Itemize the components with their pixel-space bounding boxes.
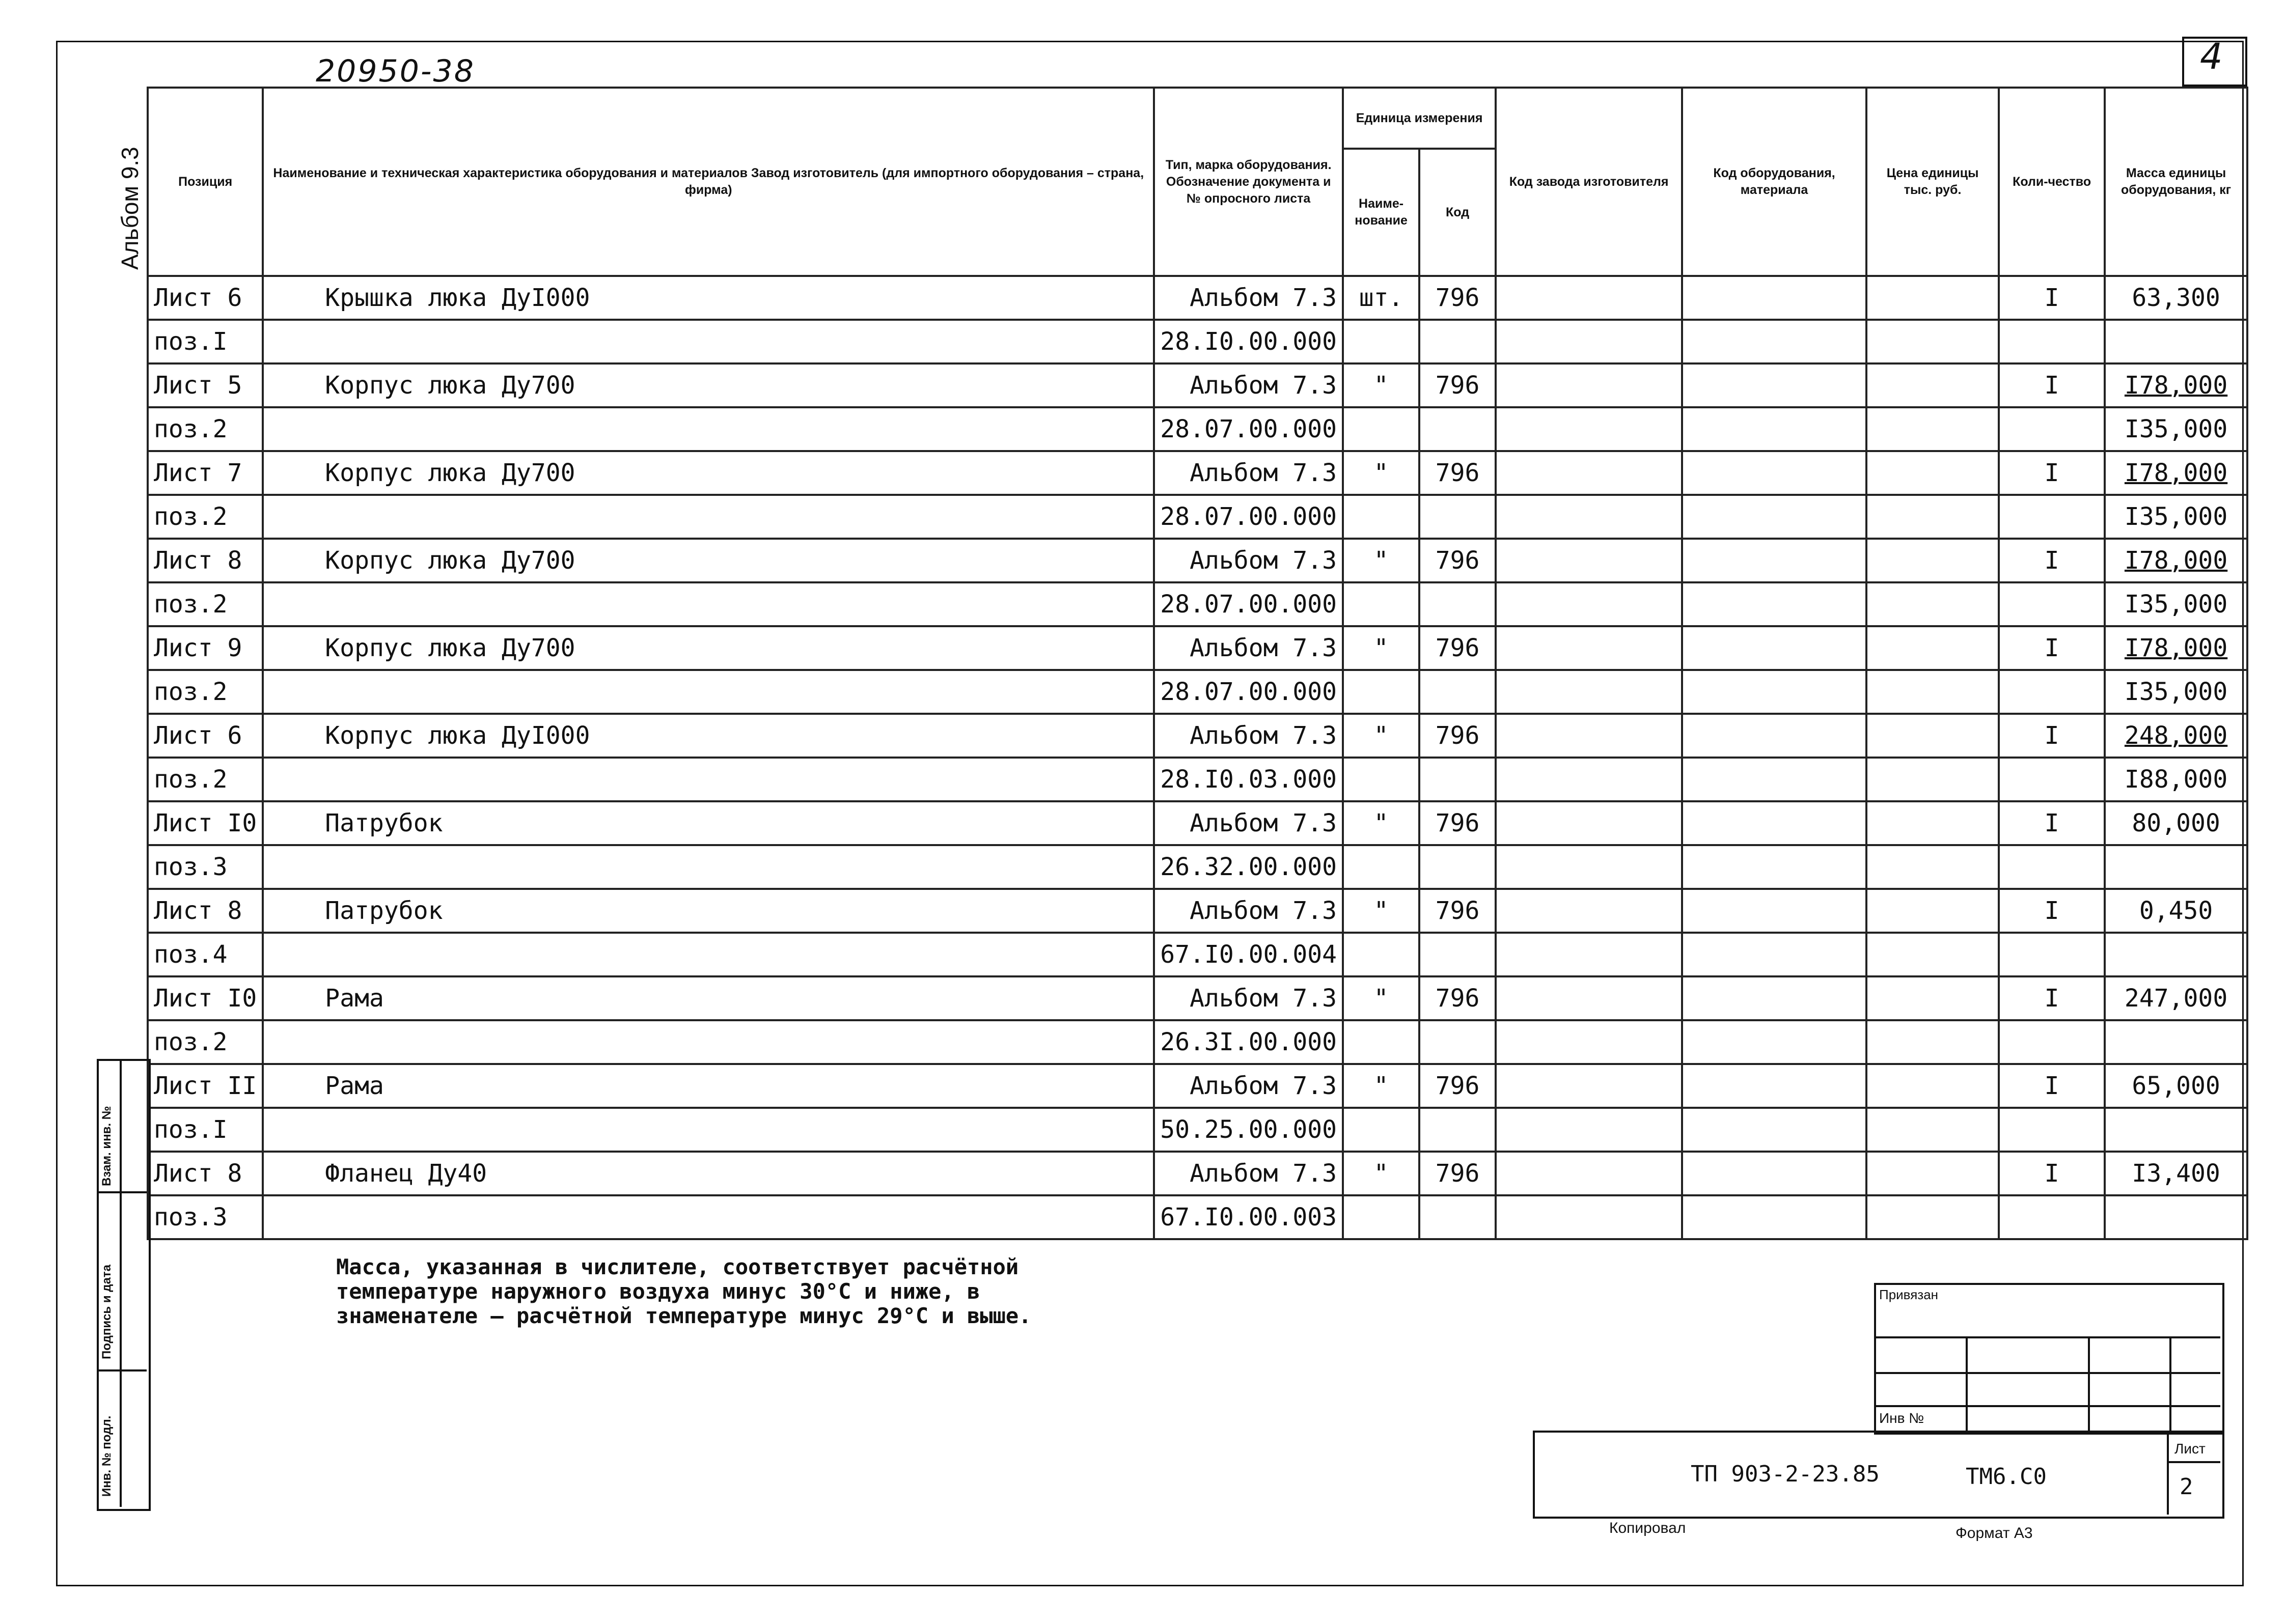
price-cell	[1866, 1195, 1999, 1239]
code-cell: 796	[1419, 539, 1496, 582]
applied-label: Привязан	[1879, 1287, 1939, 1302]
equipment-code-cell	[1682, 1152, 1866, 1195]
type-cell: Альбом 7.3	[1154, 976, 1343, 1020]
header-quantity: Коли-чество	[1999, 88, 2105, 276]
factory-code-cell	[1496, 758, 1682, 801]
name-cell-empty	[263, 1195, 1154, 1239]
drawing-number: 20950-38	[316, 53, 475, 89]
sheet-cell: Лист 7	[148, 451, 263, 495]
position-cell: поз.2	[148, 670, 263, 714]
quantity-cell-empty	[1999, 407, 2105, 451]
price-cell	[1866, 845, 1999, 889]
unit-cell-empty	[1343, 1108, 1419, 1152]
sheet-cell: Лист 6	[148, 714, 263, 758]
position-cell: поз.3	[148, 845, 263, 889]
price-cell	[1866, 801, 1999, 845]
equipment-code-cell	[1682, 1195, 1866, 1239]
header-unit-name: Наиме-нование	[1343, 149, 1419, 276]
type-cell: Альбом 7.3	[1154, 276, 1343, 320]
sheet-cell: Лист 8	[148, 539, 263, 582]
title-designation: ТП 903-2-23.85	[1691, 1461, 1880, 1487]
side-stamp-line-2	[97, 1369, 147, 1371]
sheet-cell: Лист 5	[148, 363, 263, 407]
type-cell: Альбом 7.3	[1154, 626, 1343, 670]
item-subrow	[148, 320, 2247, 363]
price-cell	[1866, 933, 1999, 976]
unit-cell-empty	[1343, 582, 1419, 626]
album-label: Альбом 9.3	[117, 147, 143, 270]
equipment-code-cell	[1682, 714, 1866, 758]
note-line-3: знаменателе – расчётной температуре минус 29°С и выше.	[336, 1303, 1032, 1328]
item-row	[148, 976, 2247, 1020]
unit-cell: "	[1343, 451, 1419, 495]
mass-denominator-cell	[2105, 845, 2247, 889]
sheet-cell: Лист 9	[148, 626, 263, 670]
code-cell: 796	[1419, 276, 1496, 320]
factory-code-cell	[1496, 363, 1682, 407]
doc-cell: 28.07.00.000	[1154, 495, 1343, 539]
price-cell	[1866, 758, 1999, 801]
quantity-cell: I	[1999, 889, 2105, 933]
factory-code-cell	[1496, 276, 1682, 320]
note-line-1: Масса, указанная в числителе, соответствует расчётной	[336, 1254, 1019, 1279]
code-cell-empty	[1419, 582, 1496, 626]
unit-cell-empty	[1343, 320, 1419, 363]
mass-denominator-cell	[2105, 1195, 2247, 1239]
quantity-cell: I	[1999, 976, 2105, 1020]
position-cell: поз.2	[148, 582, 263, 626]
code-cell: 796	[1419, 1152, 1496, 1195]
unit-cell-empty	[1343, 670, 1419, 714]
name-cell: Корпус люка Ду700	[263, 626, 1154, 670]
sheet-cell: Лист 6	[148, 276, 263, 320]
item-row	[148, 276, 2247, 320]
position-cell: поз.2	[148, 758, 263, 801]
equipment-code-cell	[1682, 670, 1866, 714]
unit-cell: "	[1343, 714, 1419, 758]
unit-cell: "	[1343, 889, 1419, 933]
name-cell-empty	[263, 320, 1154, 363]
item-subrow	[148, 845, 2247, 889]
header-row	[148, 88, 2247, 149]
doc-cell: 67.I0.00.004	[1154, 933, 1343, 976]
price-cell	[1866, 626, 1999, 670]
item-row	[148, 626, 2247, 670]
name-cell: Фланец Ду40	[263, 1152, 1154, 1195]
equipment-code-cell	[1682, 582, 1866, 626]
name-cell: Корпус люка Ду700	[263, 451, 1154, 495]
applied-row-line-1	[1874, 1336, 2220, 1338]
price-cell	[1866, 363, 1999, 407]
factory-code-cell	[1496, 1152, 1682, 1195]
title-sheet-divider	[2167, 1461, 2220, 1463]
code-cell-empty	[1419, 933, 1496, 976]
mass-cell: I78,000	[2105, 451, 2247, 495]
price-cell	[1866, 320, 1999, 363]
item-row	[148, 451, 2247, 495]
page-number: 4	[2200, 36, 2224, 77]
name-cell-empty	[263, 845, 1154, 889]
mass-cell: I78,000	[2105, 363, 2247, 407]
factory-code-cell	[1496, 976, 1682, 1020]
name-cell: Патрубок	[263, 889, 1154, 933]
header-name: Наименование и техническая характеристика оборудования и материалов Завод изготовитель (для импортного оборудования – страна, фирма)	[263, 88, 1154, 276]
factory-code-cell	[1496, 889, 1682, 933]
item-subrow	[148, 582, 2247, 626]
item-row	[148, 539, 2247, 582]
applied-col-line-3	[2169, 1336, 2171, 1431]
applied-col-line-2	[2088, 1336, 2090, 1431]
code-cell: 796	[1419, 801, 1496, 845]
factory-code-cell	[1496, 1108, 1682, 1152]
name-cell: Рама	[263, 976, 1154, 1020]
quantity-cell-empty	[1999, 845, 2105, 889]
equipment-code-cell	[1682, 539, 1866, 582]
quantity-cell-empty	[1999, 758, 2105, 801]
item-row	[148, 1152, 2247, 1195]
code-cell-empty	[1419, 1108, 1496, 1152]
equipment-code-cell	[1682, 758, 1866, 801]
code-cell: 796	[1419, 976, 1496, 1020]
equipment-code-cell	[1682, 363, 1866, 407]
price-cell	[1866, 451, 1999, 495]
code-cell-empty	[1419, 845, 1496, 889]
position-cell: поз.I	[148, 320, 263, 363]
factory-code-cell	[1496, 933, 1682, 976]
price-cell	[1866, 670, 1999, 714]
type-cell: Альбом 7.3	[1154, 1152, 1343, 1195]
quantity-cell-empty	[1999, 1020, 2105, 1064]
quantity-cell-empty	[1999, 1195, 2105, 1239]
mass-denominator-cell	[2105, 1108, 2247, 1152]
item-row	[148, 1064, 2247, 1108]
price-cell	[1866, 714, 1999, 758]
quantity-cell: I	[1999, 1064, 2105, 1108]
price-cell	[1866, 976, 1999, 1020]
unit-cell: "	[1343, 626, 1419, 670]
doc-cell: 28.07.00.000	[1154, 582, 1343, 626]
item-subrow	[148, 495, 2247, 539]
header-type: Тип, марка оборудования. Обозначение документа и № опросного листа	[1154, 88, 1343, 276]
factory-code-cell	[1496, 1020, 1682, 1064]
factory-code-cell	[1496, 1064, 1682, 1108]
code-cell-empty	[1419, 670, 1496, 714]
factory-code-cell	[1496, 670, 1682, 714]
position-cell: поз.2	[148, 407, 263, 451]
unit-cell-empty	[1343, 407, 1419, 451]
type-cell: Альбом 7.3	[1154, 363, 1343, 407]
equipment-code-cell	[1682, 976, 1866, 1020]
mass-denominator-cell: I35,000	[2105, 582, 2247, 626]
item-row	[148, 801, 2247, 845]
quantity-cell: I	[1999, 451, 2105, 495]
quantity-cell-empty	[1999, 933, 2105, 976]
side-stamp-line-1	[97, 1191, 147, 1193]
equipment-code-cell	[1682, 626, 1866, 670]
equipment-code-cell	[1682, 1108, 1866, 1152]
side-signature: Подпись и дата	[100, 1265, 114, 1359]
quantity-cell-empty	[1999, 320, 2105, 363]
factory-code-cell	[1496, 582, 1682, 626]
quantity-cell: I	[1999, 626, 2105, 670]
price-cell	[1866, 407, 1999, 451]
quantity-cell: I	[1999, 276, 2105, 320]
mass-cell: 65,000	[2105, 1064, 2247, 1108]
header-position: Позиция	[148, 88, 263, 276]
quantity-cell-empty	[1999, 670, 2105, 714]
equipment-code-cell	[1682, 889, 1866, 933]
item-subrow	[148, 933, 2247, 976]
mass-denominator-cell: I35,000	[2105, 495, 2247, 539]
mass-cell: 0,450	[2105, 889, 2247, 933]
equipment-code-cell	[1682, 845, 1866, 889]
side-stamp-divider	[120, 1059, 122, 1507]
position-cell: поз.2	[148, 495, 263, 539]
item-subrow	[148, 1020, 2247, 1064]
type-cell: Альбом 7.3	[1154, 1064, 1343, 1108]
name-cell: Крышка люка ДуI000	[263, 276, 1154, 320]
price-cell	[1866, 1064, 1999, 1108]
doc-cell: 28.07.00.000	[1154, 670, 1343, 714]
sheet-cell: Лист I0	[148, 976, 263, 1020]
type-cell: Альбом 7.3	[1154, 539, 1343, 582]
unit-cell: "	[1343, 801, 1419, 845]
mass-cell: 63,300	[2105, 276, 2247, 320]
equipment-code-cell	[1682, 451, 1866, 495]
doc-cell: 26.32.00.000	[1154, 845, 1343, 889]
equipment-code-cell	[1682, 1064, 1866, 1108]
side-replaced: Взам. инв. №	[100, 1106, 114, 1186]
sheet-cell: Лист 8	[148, 1152, 263, 1195]
header-equipment-code: Код оборудования, материала	[1682, 88, 1866, 276]
factory-code-cell	[1496, 801, 1682, 845]
factory-code-cell	[1496, 714, 1682, 758]
position-cell: поз.2	[148, 1020, 263, 1064]
item-subrow	[148, 1108, 2247, 1152]
mass-denominator-cell: I35,000	[2105, 670, 2247, 714]
sheet-cell: Лист I0	[148, 801, 263, 845]
quantity-cell-empty	[1999, 582, 2105, 626]
name-cell: Патрубок	[263, 801, 1154, 845]
position-cell: поз.3	[148, 1195, 263, 1239]
code-cell-empty	[1419, 495, 1496, 539]
price-cell	[1866, 1020, 1999, 1064]
header-mass: Масса единицы оборудования, кг	[2105, 88, 2247, 276]
item-row	[148, 889, 2247, 933]
mass-denominator-cell	[2105, 1020, 2247, 1064]
doc-cell: 50.25.00.000	[1154, 1108, 1343, 1152]
doc-cell: 28.07.00.000	[1154, 407, 1343, 451]
name-cell: Корпус люка ДуI000	[263, 714, 1154, 758]
name-cell-empty	[263, 495, 1154, 539]
price-cell	[1866, 495, 1999, 539]
sheet-cell: Лист II	[148, 1064, 263, 1108]
name-cell-empty	[263, 758, 1154, 801]
name-cell-empty	[263, 1020, 1154, 1064]
quantity-cell: I	[1999, 801, 2105, 845]
quantity-cell-empty	[1999, 495, 2105, 539]
quantity-cell: I	[1999, 714, 2105, 758]
equipment-code-cell	[1682, 495, 1866, 539]
name-cell: Корпус люка Ду700	[263, 363, 1154, 407]
code-cell: 796	[1419, 626, 1496, 670]
applied-block	[1874, 1283, 2224, 1435]
unit-cell-empty	[1343, 1195, 1419, 1239]
position-cell: поз.I	[148, 1108, 263, 1152]
unit-cell: "	[1343, 976, 1419, 1020]
spec-table	[147, 87, 2248, 1240]
mass-cell: 80,000	[2105, 801, 2247, 845]
price-cell	[1866, 1152, 1999, 1195]
mass-cell: 247,000	[2105, 976, 2247, 1020]
applied-col-line-1	[1966, 1336, 1968, 1431]
price-cell	[1866, 582, 1999, 626]
doc-cell: 26.3I.00.000	[1154, 1020, 1343, 1064]
type-cell: Альбом 7.3	[1154, 451, 1343, 495]
name-cell-empty	[263, 670, 1154, 714]
factory-code-cell	[1496, 626, 1682, 670]
unit-cell-empty	[1343, 495, 1419, 539]
item-subrow	[148, 670, 2247, 714]
code-cell-empty	[1419, 407, 1496, 451]
factory-code-cell	[1496, 451, 1682, 495]
equipment-code-cell	[1682, 276, 1866, 320]
mass-cell: I78,000	[2105, 626, 2247, 670]
mass-denominator-cell: I88,000	[2105, 758, 2247, 801]
code-cell-empty	[1419, 1195, 1496, 1239]
title-sheet-value: 2	[2180, 1474, 2193, 1500]
code-cell: 796	[1419, 451, 1496, 495]
code-cell: 796	[1419, 714, 1496, 758]
note-line-2: температуре наружного воздуха минус 30°С и ниже, в	[336, 1279, 980, 1304]
quantity-cell: I	[1999, 1152, 2105, 1195]
price-cell	[1866, 276, 1999, 320]
equipment-code-cell	[1682, 320, 1866, 363]
copied-label: Копировал	[1609, 1520, 1686, 1536]
name-cell-empty	[263, 933, 1154, 976]
name-cell: Корпус люка Ду700	[263, 539, 1154, 582]
doc-cell: 28.I0.00.000	[1154, 320, 1343, 363]
item-row	[148, 363, 2247, 407]
name-cell-empty	[263, 582, 1154, 626]
mass-cell: 248,000	[2105, 714, 2247, 758]
mass-denominator-cell	[2105, 933, 2247, 976]
mass-cell: I78,000	[2105, 539, 2247, 582]
type-cell: Альбом 7.3	[1154, 714, 1343, 758]
unit-cell: шт.	[1343, 276, 1419, 320]
factory-code-cell	[1496, 407, 1682, 451]
title-sheet-col	[2167, 1431, 2169, 1515]
factory-code-cell	[1496, 320, 1682, 363]
inv-label: Инв №	[1879, 1410, 1924, 1426]
doc-cell: 28.I0.03.000	[1154, 758, 1343, 801]
name-cell: Рама	[263, 1064, 1154, 1108]
doc-cell: 67.I0.00.003	[1154, 1195, 1343, 1239]
unit-cell: "	[1343, 1064, 1419, 1108]
unit-cell: "	[1343, 1152, 1419, 1195]
side-inv-orig: Инв. № подл.	[100, 1415, 114, 1497]
mass-cell: I3,400	[2105, 1152, 2247, 1195]
mass-note	[336, 1255, 1031, 1328]
equipment-code-cell	[1682, 801, 1866, 845]
quantity-cell: I	[1999, 363, 2105, 407]
unit-cell: "	[1343, 363, 1419, 407]
factory-code-cell	[1496, 495, 1682, 539]
item-subrow	[148, 758, 2247, 801]
code-cell: 796	[1419, 1064, 1496, 1108]
code-cell-empty	[1419, 758, 1496, 801]
applied-row-line-3	[1874, 1405, 2220, 1407]
name-cell-empty	[263, 407, 1154, 451]
code-cell: 796	[1419, 363, 1496, 407]
unit-cell: "	[1343, 539, 1419, 582]
mass-denominator-cell: I35,000	[2105, 407, 2247, 451]
unit-cell-empty	[1343, 758, 1419, 801]
applied-row-line-2	[1874, 1372, 2220, 1374]
unit-cell-empty	[1343, 933, 1419, 976]
code-cell-empty	[1419, 320, 1496, 363]
item-subrow	[148, 407, 2247, 451]
price-cell	[1866, 1108, 1999, 1152]
name-cell-empty	[263, 1108, 1154, 1152]
unit-cell-empty	[1343, 1020, 1419, 1064]
equipment-code-cell	[1682, 407, 1866, 451]
code-cell: 796	[1419, 889, 1496, 933]
item-row	[148, 714, 2247, 758]
type-cell: Альбом 7.3	[1154, 801, 1343, 845]
factory-code-cell	[1496, 539, 1682, 582]
title-sheet-label: Лист	[2174, 1441, 2206, 1457]
header-unit-code: Код	[1419, 149, 1496, 276]
quantity-cell-empty	[1999, 1108, 2105, 1152]
item-subrow	[148, 1195, 2247, 1239]
title-suffix: ТМ6.С0	[1966, 1464, 2047, 1490]
quantity-cell: I	[1999, 539, 2105, 582]
price-cell	[1866, 889, 1999, 933]
price-cell	[1866, 539, 1999, 582]
header-price: Цена единицы тыс. руб.	[1866, 88, 1999, 276]
header-unit-group: Единица измерения	[1343, 88, 1496, 149]
equipment-code-cell	[1682, 1020, 1866, 1064]
code-cell-empty	[1419, 1020, 1496, 1064]
header-factory-code: Код завода изготовителя	[1496, 88, 1682, 276]
position-cell: поз.4	[148, 933, 263, 976]
factory-code-cell	[1496, 1195, 1682, 1239]
equipment-code-cell	[1682, 933, 1866, 976]
mass-denominator-cell	[2105, 320, 2247, 363]
unit-cell-empty	[1343, 845, 1419, 889]
sheet-cell: Лист 8	[148, 889, 263, 933]
format-label: Формат А3	[1956, 1525, 2033, 1542]
type-cell: Альбом 7.3	[1154, 889, 1343, 933]
factory-code-cell	[1496, 845, 1682, 889]
